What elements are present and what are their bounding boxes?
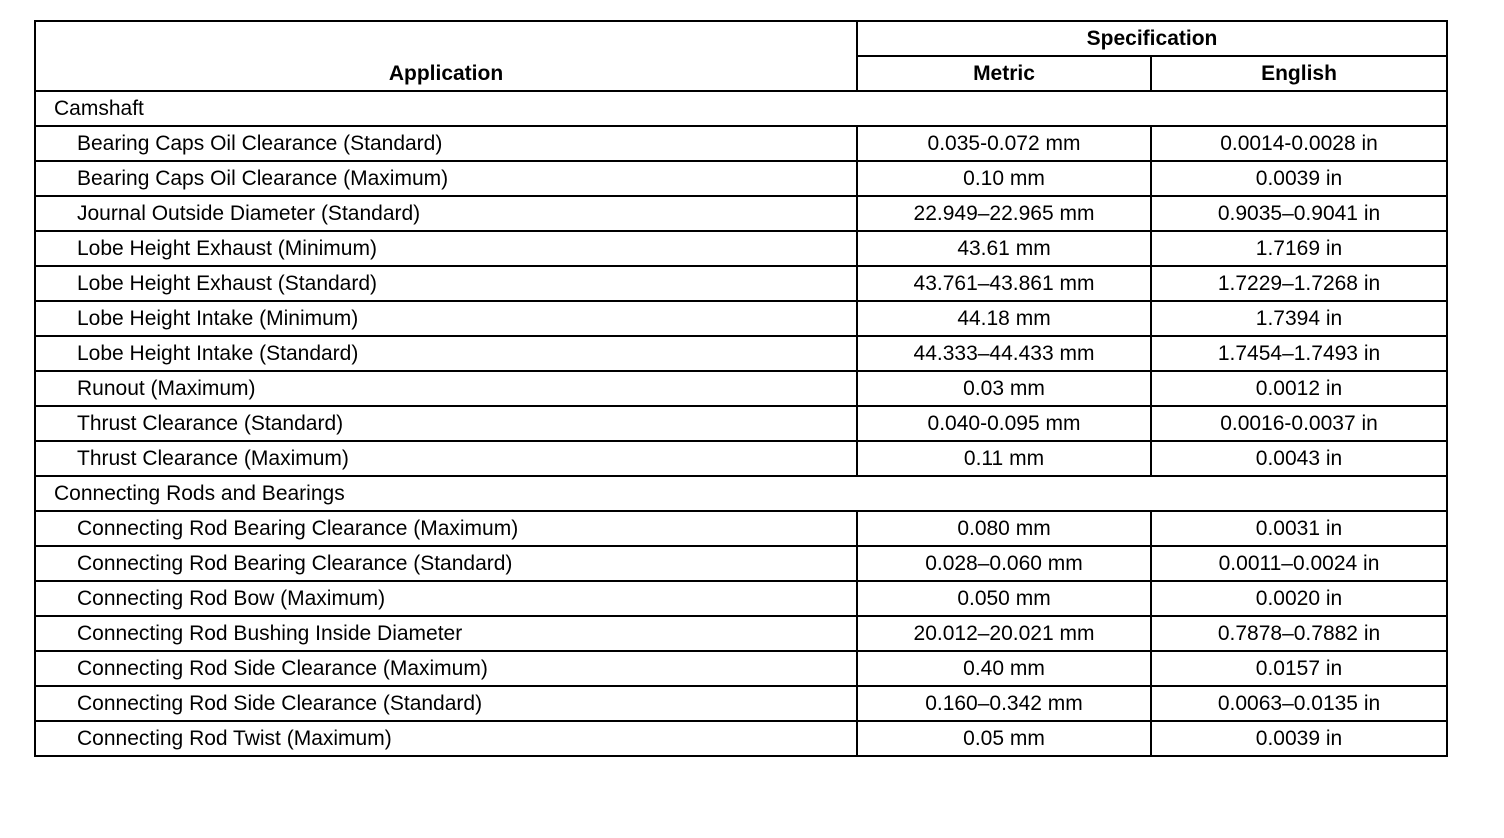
application-cell: Bearing Caps Oil Clearance (Maximum) [35, 161, 857, 196]
application-header: Application [35, 21, 857, 91]
english-cell: 0.0063–0.0135 in [1151, 686, 1447, 721]
english-header: English [1151, 56, 1447, 91]
specification-header: Specification [857, 21, 1447, 56]
table-row [35, 511, 1447, 546]
metric-cell: 43.761–43.861 mm [857, 266, 1151, 301]
metric-cell: 0.028–0.060 mm [857, 546, 1151, 581]
english-cell: 0.7878–0.7882 in [1151, 616, 1447, 651]
table-row [35, 581, 1447, 616]
application-cell: Bearing Caps Oil Clearance (Standard) [35, 126, 857, 161]
application-cell: Lobe Height Intake (Minimum) [35, 301, 857, 336]
table-row [35, 721, 1447, 756]
application-cell: Runout (Maximum) [35, 371, 857, 406]
application-cell: Lobe Height Exhaust (Minimum) [35, 231, 857, 266]
table-row [35, 686, 1447, 721]
table-row [35, 301, 1447, 336]
metric-cell: 0.040-0.095 mm [857, 406, 1151, 441]
metric-cell: 0.035-0.072 mm [857, 126, 1151, 161]
english-cell: 0.9035–0.9041 in [1151, 196, 1447, 231]
english-cell: 1.7229–1.7268 in [1151, 266, 1447, 301]
english-cell: 0.0039 in [1151, 161, 1447, 196]
english-cell: 0.0031 in [1151, 511, 1447, 546]
english-cell: 0.0011–0.0024 in [1151, 546, 1447, 581]
section-row [35, 476, 1447, 511]
english-cell: 1.7169 in [1151, 231, 1447, 266]
metric-cell: 0.03 mm [857, 371, 1151, 406]
table-body [35, 91, 1447, 756]
metric-cell: 44.18 mm [857, 301, 1151, 336]
metric-cell: 20.012–20.021 mm [857, 616, 1151, 651]
table-row [35, 406, 1447, 441]
application-cell: Journal Outside Diameter (Standard) [35, 196, 857, 231]
application-cell: Connecting Rod Side Clearance (Maximum) [35, 651, 857, 686]
metric-cell: 0.05 mm [857, 721, 1151, 756]
metric-cell: 0.11 mm [857, 441, 1151, 476]
metric-cell: 44.333–44.433 mm [857, 336, 1151, 371]
section-row [35, 91, 1447, 126]
application-cell: Connecting Rod Side Clearance (Standard) [35, 686, 857, 721]
english-cell: 0.0157 in [1151, 651, 1447, 686]
specification-table [34, 20, 1448, 757]
metric-cell: 0.40 mm [857, 651, 1151, 686]
table-row [35, 651, 1447, 686]
table-row [35, 161, 1447, 196]
table-header [35, 21, 1447, 91]
metric-cell: 22.949–22.965 mm [857, 196, 1151, 231]
application-cell: Lobe Height Exhaust (Standard) [35, 266, 857, 301]
table-row [35, 371, 1447, 406]
table-row [35, 126, 1447, 161]
table-row [35, 336, 1447, 371]
english-cell: 0.0043 in [1151, 441, 1447, 476]
english-cell: 0.0014-0.0028 in [1151, 126, 1447, 161]
english-cell: 1.7394 in [1151, 301, 1447, 336]
metric-cell: 0.160–0.342 mm [857, 686, 1151, 721]
english-cell: 0.0016-0.0037 in [1151, 406, 1447, 441]
table-row [35, 546, 1447, 581]
table-row [35, 196, 1447, 231]
metric-cell: 0.10 mm [857, 161, 1151, 196]
application-cell: Thrust Clearance (Maximum) [35, 441, 857, 476]
english-cell: 0.0039 in [1151, 721, 1447, 756]
english-cell: 1.7454–1.7493 in [1151, 336, 1447, 371]
metric-cell: 0.050 mm [857, 581, 1151, 616]
application-cell: Connecting Rod Bearing Clearance (Standard) [35, 546, 857, 581]
application-cell: Connecting Rod Bushing Inside Diameter [35, 616, 857, 651]
metric-header: Metric [857, 56, 1151, 91]
table-row [35, 616, 1447, 651]
application-cell: Thrust Clearance (Standard) [35, 406, 857, 441]
application-cell: Connecting Rod Twist (Maximum) [35, 721, 857, 756]
header-row-top [35, 21, 1447, 56]
section-title: Camshaft [35, 91, 1447, 126]
section-title: Connecting Rods and Bearings [35, 476, 1447, 511]
table-row [35, 441, 1447, 476]
application-cell: Connecting Rod Bearing Clearance (Maximum) [35, 511, 857, 546]
metric-cell: 0.080 mm [857, 511, 1151, 546]
table-row [35, 231, 1447, 266]
english-cell: 0.0020 in [1151, 581, 1447, 616]
table-row [35, 266, 1447, 301]
metric-cell: 43.61 mm [857, 231, 1151, 266]
english-cell: 0.0012 in [1151, 371, 1447, 406]
application-cell: Lobe Height Intake (Standard) [35, 336, 857, 371]
application-cell: Connecting Rod Bow (Maximum) [35, 581, 857, 616]
